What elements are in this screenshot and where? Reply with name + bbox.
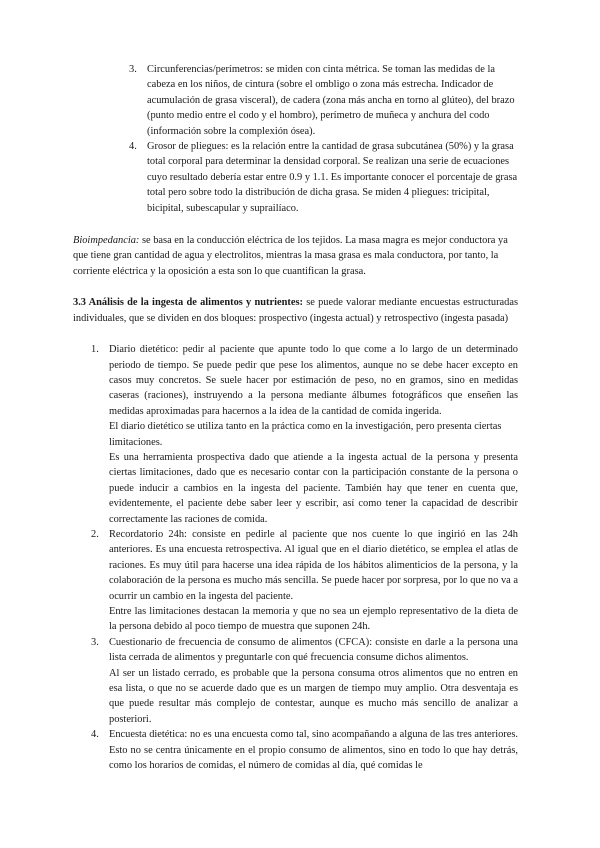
- list-number: 4.: [91, 729, 99, 741]
- list-item: [91, 342, 518, 527]
- section-heading: 3.3 Análisis de la ingesta de alimentos y nutrientes:: [73, 297, 303, 309]
- list-number: 3.: [91, 636, 99, 648]
- list-number: 2.: [91, 528, 99, 540]
- list-item: [91, 527, 518, 635]
- dietary-methods-list: [91, 342, 518, 773]
- section-3-3-intro: [73, 295, 518, 326]
- list-item-paragraph: Recordatorio 24h: consiste en pedirle al paciente que nos cuente lo que ingirió en las 24h anteriores. Es una encuesta retrospectiva. Al igual que en el diario dietético, se emplea el atlas de raciones. Es muy útil para hacerse una idea rápida de los hábitos alimenticios de la persona, y la colaboración de la persona es mucho más sencilla. Se puede hacer por sorpresa, por lo que no va a ocurrir un cambio en la ingesta del paciente.: [109, 528, 518, 602]
- list-item-paragraph: Encuesta dietética: no es una encuesta como tal, sino acompañando a alguna de las tres anteriores. Esto no se centra únicamente en el propio consumo de alimentos, sino en todo lo que hay detrás, como los horarios de comidas, el número de comidas al día, qué comidas le: [109, 729, 518, 772]
- bioimpedance-term: Bioimpedancia:: [73, 235, 140, 247]
- list-item: [129, 62, 518, 139]
- list-item: [129, 139, 518, 216]
- anthropometry-list: [129, 62, 518, 216]
- bioimpedance-text: se basa en la conducción eléctrica de los tejidos. La masa magra es mejor conductora ya que tiene gran cantidad de agua y electrolitos, mientras la masa grasa es mala conductora, por tanto, la corriente eléctrica y la oposición a esta son lo que cuantifican la grasa.: [73, 235, 508, 277]
- list-item-text: Grosor de pliegues: es la relación entre la cantidad de grasa subcutánea (50%) y la grasa total corporal para determinar la densidad corporal. Se realizan una serie de ecuaciones cuyo resultado debería estar entre 0.9 y 1.1. Es importante conocer el porcentaje de grasa total pero sobre todo la distribución de dicha grasa. Se miden 4 pliegues: tricipital, bicipital, subescapular y suprailíaco.: [147, 141, 518, 214]
- bioimpedance-paragraph: [73, 233, 518, 279]
- list-item-paragraph: Cuestionario de frecuencia de consumo de alimentos (CFCA): consiste en darle a la persona una lista cerrada de alimentos y preguntarle con qué frecuencia consume dichos alimentos.: [109, 636, 518, 664]
- list-number: 3.: [129, 64, 137, 75]
- list-item-text: Circunferencias/perímetros: se miden con cinta métrica. Se toman las medidas de la cabeza en los niños, de cintura (sobre el ombligo o zona más estrecha. Indicador de acumulación de grasa visceral), de cadera (zona más ancha en torno al glúteo), del brazo (punto medio entre el codo y el hombro), perímetro de muñeca y anchura del codo (información sobre la complexión ósea).: [147, 64, 515, 137]
- list-item: [91, 635, 518, 727]
- list-number: 1.: [91, 344, 99, 356]
- list-item-paragraph: El diario dietético se utiliza tanto en la práctica como en la investigación, pero presenta ciertas limitaciones.: [109, 421, 502, 448]
- list-item-paragraph: Entre las limitaciones destacan la memoria y que no sea un ejemplo representativo de la dieta de la persona debido al poco tiempo de muestra que suponen 24h.: [109, 606, 518, 633]
- section-intro-text: se puede valorar mediante encuestas estructuradas individuales, que se dividen en dos bloques: prospectivo (ingesta actual) y retrospectivo (ingesta pasada): [73, 297, 518, 324]
- list-item-paragraph: Diario dietético: pedir al paciente que apunte todo lo que come a lo largo de un determinado periodo de tiempo. Se puede pedir que pese los alimentos, aunque no se debe hacer excepto en casos muy concretos. Se suele hacer por estimación de peso, no en gramos, sino en medidas caseras (raciones), instruyendo a la persona mediante álbumes fotográficos que enseñen las medidas aproximadas para hacernos a la idea de la cantidad de comida ingerida.: [109, 344, 518, 417]
- list-item-paragraph: Al ser un listado cerrado, es probable que la persona consuma otros alimentos que no entren en esa lista, o que no se acuerde dado que es un margen de tiempo muy amplio. Otra desventaja es que puede resultar más complejo de contestar, aunque es mucho más sencillo de analizar a posteriori.: [109, 667, 518, 725]
- list-number: 4.: [129, 141, 137, 153]
- list-item: [91, 727, 518, 773]
- list-item-paragraph: Es una herramienta prospectiva dado que atiende a la ingesta actual de la persona y presenta ciertas limitaciones, dado que es necesario contar con la participación constante de la persona o puede inducir a cambios en la ingesta del paciente. También hay que tener en cuenta que, evidentemente, el paciente debe saber leer y escribir, así como tener la capacidad de describir correctamente las raciones de comida.: [109, 451, 518, 525]
